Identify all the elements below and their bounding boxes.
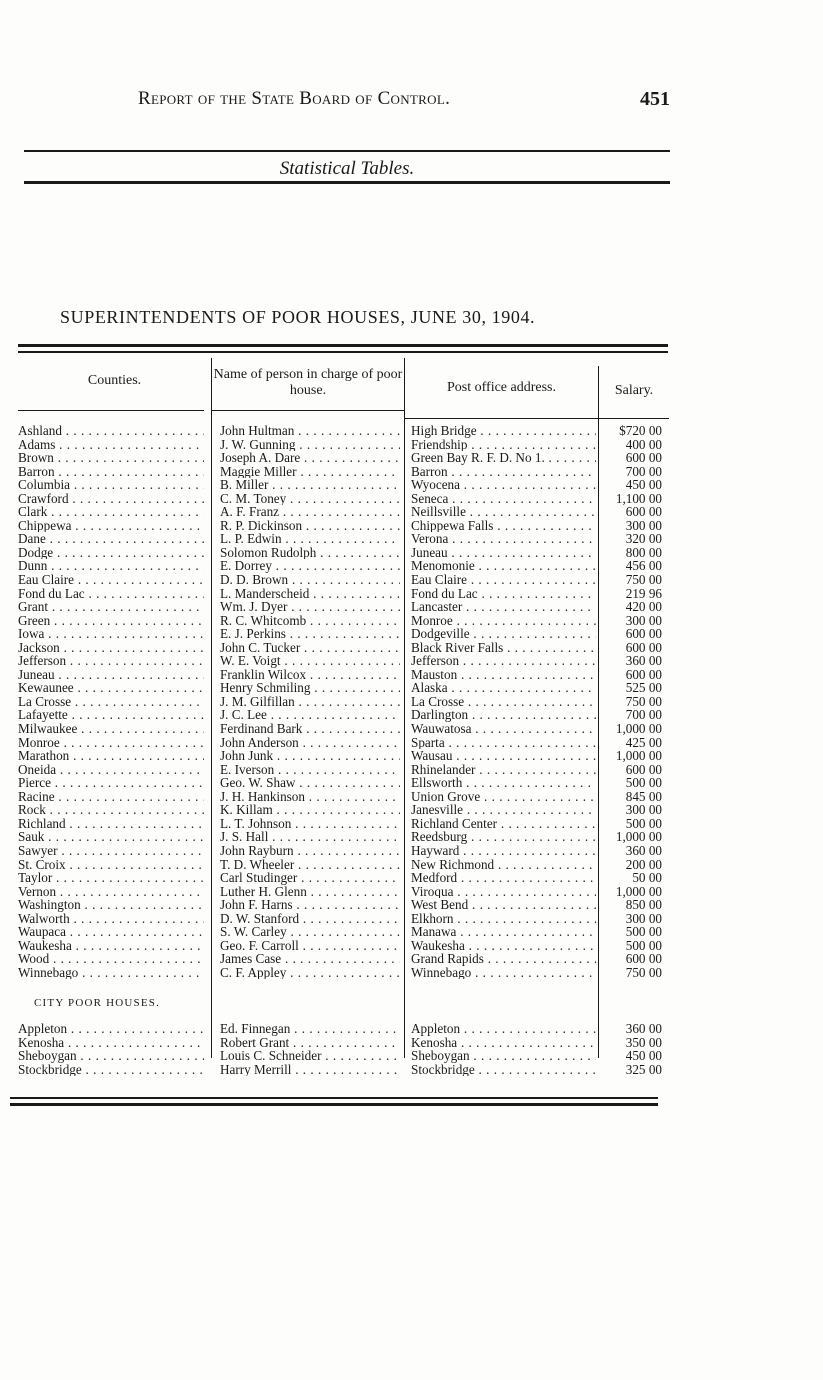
salary-cell: 700 00	[625, 464, 662, 479]
person-cell: D. D. Brown . . .	[220, 573, 400, 587]
table-row	[0, 559, 823, 573]
salary-cell: 325 00	[625, 1062, 662, 1077]
address-cell: Rhinelander . . .	[411, 763, 596, 777]
county-cell: Columbia . . .	[18, 478, 204, 492]
county-cell: Racine . . .	[18, 790, 204, 804]
salary-cell: 600 00	[625, 952, 662, 966]
county-cell: Jefferson . . .	[18, 654, 204, 668]
salary-cell: 1,000 00	[615, 722, 662, 736]
county-cell: Stockbridge . . .	[18, 1063, 204, 1077]
person-cell: Harry Merrill . . .	[220, 1063, 400, 1077]
county-cell: Waukesha . . .	[18, 939, 204, 953]
county-rows	[0, 424, 823, 979]
table-row	[0, 492, 823, 506]
table-row	[0, 641, 823, 655]
person-cell: A. F. Franz . . .	[220, 505, 400, 519]
person-cell: Solomon Rudolph . . .	[220, 546, 400, 560]
address-cell: Lancaster . . .	[411, 600, 596, 614]
table-row	[0, 776, 823, 790]
salary-cell: 700 00	[625, 708, 662, 723]
table-row	[0, 830, 823, 844]
table-row	[0, 668, 823, 682]
person-cell: John F. Harns . . .	[220, 898, 400, 912]
county-cell: Iowa . . .	[18, 627, 204, 641]
address-cell: Green Bay R. F. D. No 1. . . .	[411, 451, 596, 465]
table-row	[0, 587, 823, 601]
county-cell: Waupaca . . .	[18, 925, 204, 939]
person-cell: John Junk . . .	[220, 749, 400, 763]
person-cell: Carl Studinger . . .	[220, 871, 400, 885]
address-cell: Neillsville . . .	[411, 505, 596, 519]
address-cell: Manawa . . .	[411, 925, 596, 939]
county-cell: Kewaunee . . .	[18, 681, 204, 695]
header-salary: Salary.	[614, 383, 654, 398]
table-row	[0, 681, 823, 695]
salary-cell: $720 00	[619, 424, 662, 438]
address-cell: Viroqua . . .	[411, 885, 596, 899]
header-name: Name of person in charge of poor house.	[213, 367, 403, 398]
salary-cell: 450 00	[625, 1049, 662, 1063]
person-cell: R. C. Whitcomb . . .	[220, 614, 400, 628]
address-cell: Waukesha . . .	[411, 939, 596, 953]
table-row	[0, 817, 823, 831]
address-cell: Janesville . . .	[411, 803, 596, 817]
salary-cell: 500 00	[625, 816, 662, 831]
table-top-rule-thin	[18, 351, 668, 353]
table-row	[0, 627, 823, 641]
salary-cell: 300 00	[625, 803, 662, 817]
table-row	[0, 708, 823, 722]
table-row	[0, 858, 823, 872]
salary-cell: 420 00	[625, 600, 662, 614]
county-cell: Wood . . .	[18, 952, 204, 966]
county-cell: Dane . . .	[18, 532, 204, 546]
header-rule-4	[599, 418, 669, 419]
county-cell: Marathon . . .	[18, 749, 204, 763]
address-cell: Barron . . .	[411, 465, 596, 479]
salary-cell: 600 00	[625, 667, 662, 682]
header-address: Post office address.	[447, 380, 556, 395]
person-cell: Geo. F. Carroll . . .	[220, 939, 400, 953]
salary-cell: 750 00	[625, 573, 662, 587]
table-row	[0, 654, 823, 668]
address-cell: West Bend . . .	[411, 898, 596, 912]
address-cell: Medford . . .	[411, 871, 596, 885]
person-cell: R. P. Dickinson . . .	[220, 519, 400, 533]
county-cell: Appleton . . .	[18, 1022, 204, 1036]
salary-cell: 750 00	[625, 694, 662, 709]
table-top-rule-thick	[18, 344, 668, 347]
county-cell: Lafayette . . .	[18, 708, 204, 722]
table-row	[0, 885, 823, 899]
county-cell: Juneau . . .	[18, 668, 204, 682]
county-cell: Crawford . . .	[18, 492, 204, 506]
address-cell: Menomonie . . .	[411, 559, 596, 573]
person-cell: L. T. Johnson . . .	[220, 817, 400, 831]
county-cell: Oneida . . .	[18, 763, 204, 777]
salary-cell: 800 00	[625, 545, 662, 560]
address-cell: Chippewa Falls . . .	[411, 519, 596, 533]
salary-cell: 500 00	[625, 925, 662, 939]
address-cell: Fond du Lac . . .	[411, 587, 596, 601]
address-cell: High Bridge . . .	[411, 424, 596, 438]
person-cell: Robert Grant . . .	[220, 1036, 400, 1050]
salary-cell: 320 00	[625, 532, 662, 546]
table-row	[0, 844, 823, 858]
county-cell: Brown . . .	[18, 451, 204, 465]
county-cell: La Crosse . . .	[18, 695, 204, 709]
salary-cell: 525 00	[625, 681, 662, 695]
table-row	[0, 912, 823, 926]
county-cell: Pierce . . .	[18, 776, 204, 790]
address-cell: Richland Center . . .	[411, 817, 596, 831]
table-row	[0, 925, 823, 939]
person-cell: J. S. Hall . . .	[220, 830, 400, 844]
county-cell: Dodge . . .	[18, 546, 204, 560]
salary-cell: 1,000 00	[615, 830, 662, 844]
address-cell: Kenosha . . .	[411, 1036, 596, 1050]
page-number: 451	[640, 88, 670, 110]
person-cell: W. E. Voigt . . .	[220, 654, 400, 668]
person-cell: T. D. Wheeler . . .	[220, 858, 400, 872]
person-cell: Henry Schmiling . . .	[220, 681, 400, 695]
address-cell: Friendship . . .	[411, 438, 596, 452]
person-cell: K. Killam . . .	[220, 803, 400, 817]
salary-cell: 600 00	[625, 627, 662, 641]
salary-cell: 200 00	[625, 857, 662, 872]
county-cell: Sawyer . . .	[18, 844, 204, 858]
address-cell: Seneca . . .	[411, 492, 596, 506]
table-row	[0, 736, 823, 750]
bottom-rule-thin	[10, 1097, 658, 1099]
table-row	[0, 749, 823, 763]
section-rule	[24, 181, 670, 184]
city-rows	[0, 1022, 823, 1076]
salary-cell: 1,100 00	[615, 491, 662, 506]
county-cell: Winnebago . . .	[18, 966, 204, 980]
address-cell: Appleton . . .	[411, 1022, 596, 1036]
person-cell: J. H. Hankinson . . .	[220, 790, 400, 804]
person-cell: James Case . . .	[220, 952, 400, 966]
salary-cell: 600 00	[625, 505, 662, 519]
county-cell: Walworth . . .	[18, 912, 204, 926]
person-cell: B. Miller . . .	[220, 478, 400, 492]
county-cell: Richland . . .	[18, 817, 204, 831]
county-cell: St. Croix . . .	[18, 858, 204, 872]
bottom-rule-thick	[10, 1103, 658, 1106]
person-cell: Franklin Wilcox . . .	[220, 668, 400, 682]
address-cell: Dodgeville . . .	[411, 627, 596, 641]
table-row	[0, 532, 823, 546]
table-row	[0, 722, 823, 736]
address-cell: Monroe . . .	[411, 614, 596, 628]
table-row	[0, 966, 823, 980]
person-cell: L. Manderscheid . . .	[220, 587, 400, 601]
address-cell: Alaska . . .	[411, 681, 596, 695]
person-cell: C. F. Appley . . .	[220, 966, 400, 980]
person-cell: Luther H. Glenn . . .	[220, 885, 400, 899]
county-cell: Sheboygan . . .	[18, 1049, 204, 1063]
person-cell: Joseph A. Dare . . .	[220, 451, 400, 465]
address-cell: Sparta . . .	[411, 736, 596, 750]
county-cell: Milwaukee . . .	[18, 722, 204, 736]
top-rule	[24, 150, 670, 152]
person-cell: Wm. J. Dyer . . .	[220, 600, 400, 614]
salary-cell: 845 00	[625, 789, 662, 804]
county-cell: Washington . . .	[18, 898, 204, 912]
person-cell: L. P. Edwin . . .	[220, 532, 400, 546]
salary-cell: 360 00	[625, 843, 662, 858]
address-cell: Grand Rapids . . .	[411, 952, 596, 966]
person-cell: Maggie Miller . . .	[220, 465, 400, 479]
address-cell: Ellsworth . . .	[411, 776, 596, 790]
person-cell: J. M. Gilfillan . . .	[220, 695, 400, 709]
address-cell: Juneau . . .	[411, 546, 596, 560]
address-cell: Jefferson . . .	[411, 654, 596, 668]
person-cell: Ed. Finnegan . . .	[220, 1022, 400, 1036]
salary-cell: 600 00	[625, 762, 662, 777]
section-head: Statistical Tables.	[279, 158, 415, 179]
table-row	[0, 451, 823, 465]
county-cell: Dunn . . .	[18, 559, 204, 573]
table-row	[0, 1063, 823, 1077]
person-cell: E. Dorrey . . .	[220, 559, 400, 573]
person-cell: S. W. Carley . . .	[220, 925, 400, 939]
table-row	[0, 898, 823, 912]
address-cell: La Crosse . . .	[411, 695, 596, 709]
county-cell: Chippewa . . .	[18, 519, 204, 533]
address-cell: Wausau . . .	[411, 749, 596, 763]
county-cell: Clark . . .	[18, 505, 204, 519]
county-cell: Jackson . . .	[18, 641, 204, 655]
county-cell: Grant . . .	[18, 600, 204, 614]
table-title: SUPERINTENDENTS OF POOR HOUSES, JUNE 30, 1904.	[60, 307, 536, 327]
salary-cell: 600 00	[625, 640, 662, 655]
table-row	[0, 1022, 823, 1036]
table-row	[0, 438, 823, 452]
table-row	[0, 573, 823, 587]
person-cell: John Hultman . . .	[220, 424, 400, 438]
table-row	[0, 519, 823, 533]
salary-cell: 400 00	[625, 437, 662, 452]
address-cell: New Richmond . . .	[411, 858, 596, 872]
table-row	[0, 546, 823, 560]
salary-cell: 750 00	[625, 965, 662, 980]
address-cell: Mauston . . .	[411, 668, 596, 682]
address-cell: Elkhorn . . .	[411, 912, 596, 926]
address-cell: Black River Falls . . .	[411, 641, 596, 655]
header-rule-1	[18, 410, 204, 411]
county-cell: Fond du Lac . . .	[18, 587, 204, 601]
table-row	[0, 763, 823, 777]
salary-cell: 500 00	[625, 776, 662, 790]
person-cell: D. W. Stanford . . .	[220, 912, 400, 926]
address-cell: Wyocena . . .	[411, 478, 596, 492]
table-row	[0, 600, 823, 614]
table-row	[0, 952, 823, 966]
salary-cell: 350 00	[625, 1035, 662, 1050]
table-row	[0, 803, 823, 817]
county-cell: Vernon . . .	[18, 885, 204, 899]
county-cell: Taylor . . .	[18, 871, 204, 885]
salary-cell: 500 00	[625, 938, 662, 953]
salary-cell: 1,000 00	[615, 884, 662, 899]
address-cell: Stockbridge . . .	[411, 1063, 596, 1077]
address-cell: Winnebago . . .	[411, 966, 596, 980]
person-cell: J. C. Lee . . .	[220, 708, 400, 722]
table-row	[0, 939, 823, 953]
header-rule-3	[405, 418, 598, 419]
person-cell: John Rayburn . . .	[220, 844, 400, 858]
salary-cell: 300 00	[625, 911, 662, 926]
person-cell: Louis C. Schneider . . .	[220, 1049, 400, 1063]
salary-cell: 300 00	[625, 518, 662, 533]
table-row	[0, 695, 823, 709]
county-cell: Sauk . . .	[18, 830, 204, 844]
salary-cell: 50 00	[632, 871, 662, 885]
address-cell: Union Grove . . .	[411, 790, 596, 804]
table-row	[0, 505, 823, 519]
salary-cell: 450 00	[625, 478, 662, 492]
running-head: Report of the State Board of Control.	[138, 88, 451, 109]
table-row	[0, 871, 823, 885]
city-poor-houses-label: CITY POOR HOUSES.	[34, 997, 161, 1009]
county-cell: Rock . . .	[18, 803, 204, 817]
header-counties: Counties.	[87, 373, 142, 388]
table-row	[0, 478, 823, 492]
salary-cell: 1,000 00	[615, 749, 662, 763]
salary-cell: 600 00	[625, 451, 662, 465]
table-row	[0, 614, 823, 628]
salary-cell: 219 96	[625, 586, 662, 601]
salary-cell: 360 00	[625, 654, 662, 668]
salary-cell: 300 00	[625, 613, 662, 628]
address-cell: Wauwatosa . . .	[411, 722, 596, 736]
county-cell: Monroe . . .	[18, 736, 204, 750]
salary-cell: 360 00	[625, 1022, 662, 1036]
salary-cell: 850 00	[625, 898, 662, 912]
address-cell: Eau Claire . . .	[411, 573, 596, 587]
person-cell: E. J. Perkins . . .	[220, 627, 400, 641]
table-row	[0, 424, 823, 438]
county-cell: Kenosha . . .	[18, 1036, 204, 1050]
person-cell: John Anderson . . .	[220, 736, 400, 750]
table-row	[0, 1049, 823, 1063]
person-cell: J. W. Gunning . . .	[220, 438, 400, 452]
address-cell: Darlington . . .	[411, 708, 596, 722]
person-cell: C. M. Toney . . .	[220, 492, 400, 506]
county-cell: Adams . . .	[18, 438, 204, 452]
table-row	[0, 465, 823, 479]
salary-cell: 425 00	[625, 735, 662, 750]
person-cell: Ferdinand Bark . . .	[220, 722, 400, 736]
person-cell: John C. Tucker . . .	[220, 641, 400, 655]
county-cell: Green . . .	[18, 614, 204, 628]
address-cell: Hayward . . .	[411, 844, 596, 858]
county-cell: Eau Claire . . .	[18, 573, 204, 587]
salary-cell: 456 00	[625, 559, 662, 574]
table-row	[0, 790, 823, 804]
table-row	[0, 1036, 823, 1050]
person-cell: E. Iverson . . .	[220, 763, 400, 777]
address-cell: Reedsburg . . .	[411, 830, 596, 844]
county-cell: Ashland . . .	[18, 424, 204, 438]
county-cell: Barron . . .	[18, 465, 204, 479]
header-rule-2	[212, 410, 404, 411]
address-cell: Verona . . .	[411, 532, 596, 546]
address-cell: Sheboygan . . .	[411, 1049, 596, 1063]
person-cell: Geo. W. Shaw . . .	[220, 776, 400, 790]
